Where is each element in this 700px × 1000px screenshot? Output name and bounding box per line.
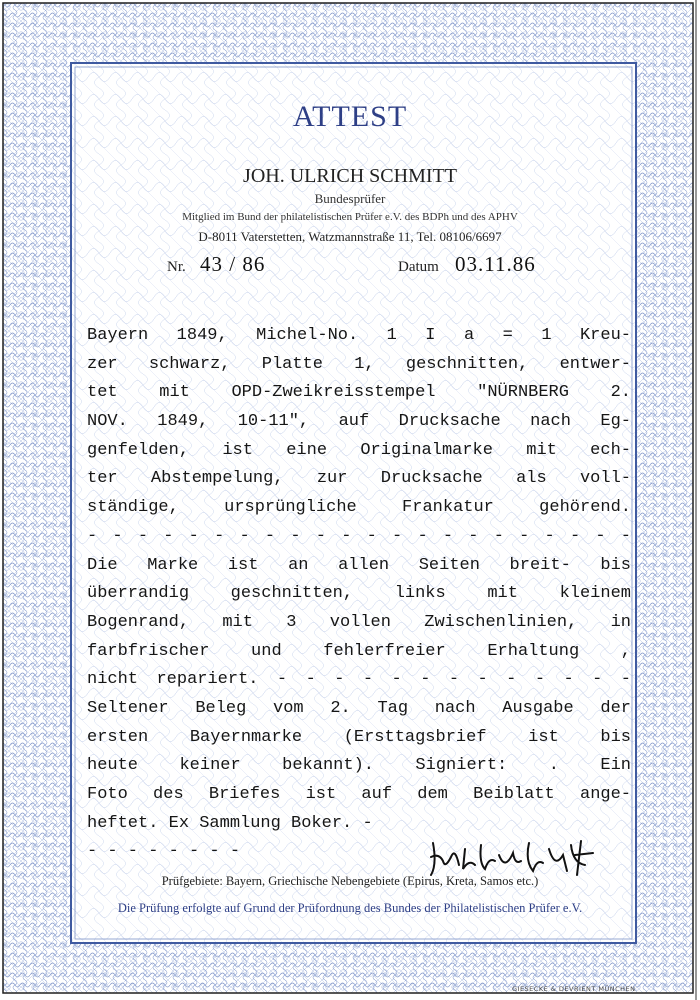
- body-line: [87, 695, 631, 724]
- printer-mark: GIESECKE & DEVRIENT MÜNCHEN: [512, 985, 636, 993]
- body-line: [87, 351, 631, 380]
- body-line-text: - - - - - - - - - - - - - - - - - - - - - -: [87, 526, 631, 546]
- issuer-address: D-8011 Vaterstetten, Watzmannstraße 11, Tel. 08106/6697: [198, 229, 502, 244]
- body-line-text: farbfrischer und fehlerfreier Erhaltung ,: [87, 641, 631, 661]
- body-line: [87, 552, 631, 581]
- body-line-text: ständige, ursprüngliche Frankatur gehörend.: [87, 498, 631, 518]
- body-line-text: heftet. Ex Sammlung Boker. -: [87, 813, 373, 833]
- body-line-text: überrandig geschnitten, links mit kleinem: [87, 584, 631, 604]
- number-label: Nr.: [167, 259, 186, 275]
- examination-rules-note: Die Prüfung erfolgte auf Grund der Prüfordnung des Bundes der Philatelistischen Prüfer e.V.: [117, 901, 583, 915]
- date-label: Datum: [398, 259, 439, 275]
- certificate-date: 03.11.86: [455, 252, 536, 276]
- body-line: [87, 437, 631, 466]
- body-line: [87, 609, 631, 638]
- body-line-text: ersten Bayernmarke (Ersttagsbrief ist bis: [87, 727, 631, 747]
- body-line: [87, 638, 631, 667]
- body-line-text: Bogenrand, mit 3 vollen Zwischenlinien, in: [87, 612, 631, 632]
- certificate-body: [87, 322, 631, 867]
- body-line-text: Bayern 1849, Michel-No. 1 I a = 1 Kreu-: [87, 326, 631, 345]
- body-line-text: ter Abstempelung, zur Drucksache als voll-: [87, 469, 631, 489]
- body-line-text: - - - - - - - -: [87, 842, 241, 862]
- body-line: [87, 494, 631, 523]
- body-line-text: Seltener Beleg vom 2. Tag nach Ausgabe der: [87, 698, 631, 718]
- membership-line: Mitglied im Bund der philatelistischen Prüfer e.V. des BDPh und des APHV: [182, 211, 518, 223]
- examination-areas: Prüfgebiete: Bayern, Griechische Nebengebiete (Epirus, Kreta, Samos etc.): [161, 874, 539, 888]
- body-line-text: heute keiner bekannt). Signiert: . Ein: [87, 756, 631, 776]
- body-line: [87, 724, 631, 753]
- body-line: [87, 523, 631, 552]
- body-line: [87, 781, 631, 810]
- body-line: [87, 408, 631, 437]
- body-line: [87, 752, 631, 781]
- body-line-text: Foto des Briefes ist auf dem Beiblatt ange-: [87, 785, 631, 804]
- certificate-number: 43 / 86: [200, 252, 266, 276]
- issuer-name: JOH. ULRICH SCHMITT: [243, 165, 457, 187]
- body-line-text: NOV. 1849, 10-11", auf Drucksache nach Eg-: [87, 412, 631, 432]
- body-line: [87, 465, 631, 494]
- body-line-text: tet mit OPD-Zweikreisstempel "NÜRNBERG 2.: [87, 383, 631, 403]
- body-line: [87, 379, 631, 408]
- body-line-text: nicht repariert. - - - - - - - - - - - - -: [87, 670, 631, 690]
- body-line: [87, 322, 631, 351]
- body-line-text: zer schwarz, Platte 1, geschnitten, entwer-: [87, 354, 631, 374]
- certificate-title: ATTEST: [292, 100, 408, 133]
- issuer-role: Bundesprüfer: [314, 191, 386, 206]
- body-line: [87, 580, 631, 609]
- body-line: [87, 666, 631, 695]
- body-line-text: genfelden, ist eine Originalmarke mit ech-: [87, 440, 631, 460]
- body-line-text: Die Marke ist an allen Seiten breit- bis: [87, 555, 631, 575]
